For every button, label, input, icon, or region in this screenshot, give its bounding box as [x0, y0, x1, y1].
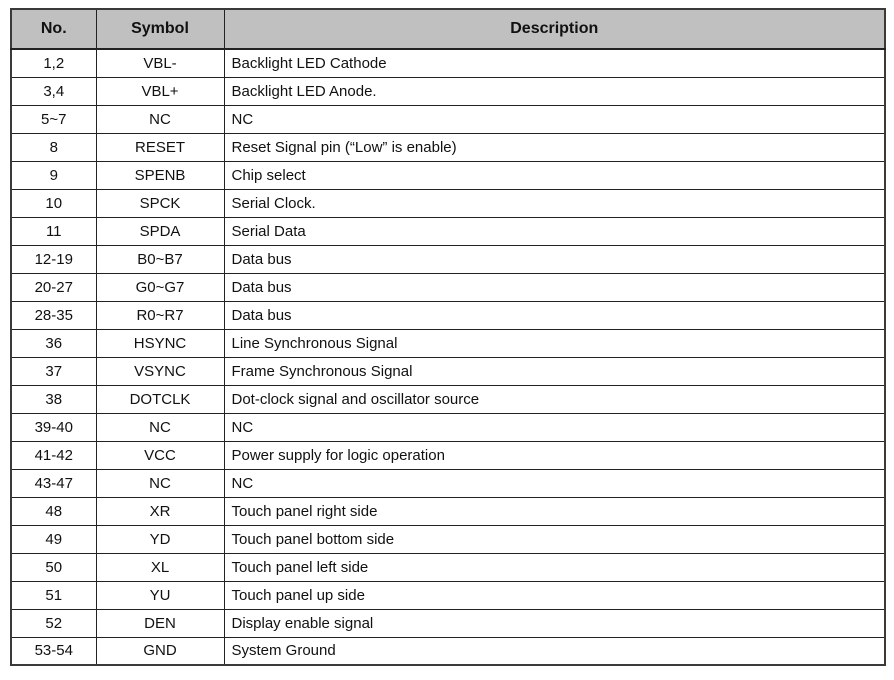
cell-desc: Display enable signal [224, 609, 885, 637]
table-row [11, 525, 885, 553]
cell-desc: Frame Synchronous Signal [224, 357, 885, 385]
cell-symbol: SPENB [96, 161, 224, 189]
cell-no: 9 [11, 161, 96, 189]
table-row [11, 637, 885, 665]
cell-symbol: SPDA [96, 217, 224, 245]
cell-no: 53-54 [11, 637, 96, 665]
cell-desc: Chip select [224, 161, 885, 189]
cell-no: 8 [11, 133, 96, 161]
cell-symbol: GND [96, 637, 224, 665]
column-header-description: Description [224, 9, 885, 49]
cell-desc: NC [224, 105, 885, 133]
cell-desc: Data bus [224, 245, 885, 273]
cell-desc: NC [224, 413, 885, 441]
cell-no: 36 [11, 329, 96, 357]
cell-symbol: NC [96, 105, 224, 133]
table-header [11, 9, 885, 49]
cell-desc: Touch panel up side [224, 581, 885, 609]
pin-description-table [10, 8, 886, 666]
table-row [11, 385, 885, 413]
cell-symbol: XR [96, 497, 224, 525]
cell-symbol: YU [96, 581, 224, 609]
table-row [11, 245, 885, 273]
cell-no: 52 [11, 609, 96, 637]
cell-symbol: G0~G7 [96, 273, 224, 301]
cell-no: 1,2 [11, 49, 96, 77]
cell-no: 28-35 [11, 301, 96, 329]
cell-desc: NC [224, 469, 885, 497]
table-row [11, 217, 885, 245]
cell-no: 50 [11, 553, 96, 581]
cell-desc: Touch panel right side [224, 497, 885, 525]
cell-no: 11 [11, 217, 96, 245]
table-row [11, 581, 885, 609]
cell-no: 41-42 [11, 441, 96, 469]
cell-no: 43-47 [11, 469, 96, 497]
table-row [11, 329, 885, 357]
cell-no: 12-19 [11, 245, 96, 273]
table-row [11, 161, 885, 189]
cell-desc: Data bus [224, 273, 885, 301]
cell-no: 37 [11, 357, 96, 385]
cell-no: 20-27 [11, 273, 96, 301]
table-row [11, 273, 885, 301]
cell-symbol: RESET [96, 133, 224, 161]
table-row [11, 77, 885, 105]
cell-desc: Touch panel left side [224, 553, 885, 581]
cell-symbol: VSYNC [96, 357, 224, 385]
table-row [11, 469, 885, 497]
cell-desc: Reset Signal pin (“Low” is enable) [224, 133, 885, 161]
table-row [11, 441, 885, 469]
cell-no: 5~7 [11, 105, 96, 133]
cell-desc: Serial Clock. [224, 189, 885, 217]
cell-symbol: VBL+ [96, 77, 224, 105]
table-row [11, 609, 885, 637]
cell-symbol: VBL- [96, 49, 224, 77]
cell-symbol: XL [96, 553, 224, 581]
cell-no: 38 [11, 385, 96, 413]
header-row [11, 9, 885, 49]
table-row [11, 301, 885, 329]
cell-no: 48 [11, 497, 96, 525]
cell-no: 39-40 [11, 413, 96, 441]
cell-desc: Serial Data [224, 217, 885, 245]
cell-desc: Backlight LED Cathode [224, 49, 885, 77]
column-header-no: No. [11, 9, 96, 49]
cell-desc: Touch panel bottom side [224, 525, 885, 553]
cell-no: 49 [11, 525, 96, 553]
table-row [11, 49, 885, 77]
cell-symbol: HSYNC [96, 329, 224, 357]
table-row [11, 189, 885, 217]
table-body [11, 49, 885, 665]
cell-no: 51 [11, 581, 96, 609]
table-row [11, 413, 885, 441]
table-row [11, 357, 885, 385]
table-row [11, 497, 885, 525]
cell-no: 10 [11, 189, 96, 217]
table-row [11, 133, 885, 161]
cell-symbol: DEN [96, 609, 224, 637]
cell-desc: Dot-clock signal and oscillator source [224, 385, 885, 413]
cell-desc: Backlight LED Anode. [224, 77, 885, 105]
cell-symbol: B0~B7 [96, 245, 224, 273]
cell-symbol: NC [96, 413, 224, 441]
table-row [11, 553, 885, 581]
cell-symbol: YD [96, 525, 224, 553]
cell-symbol: VCC [96, 441, 224, 469]
cell-symbol: R0~R7 [96, 301, 224, 329]
cell-desc: System Ground [224, 637, 885, 665]
cell-no: 3,4 [11, 77, 96, 105]
cell-symbol: DOTCLK [96, 385, 224, 413]
cell-desc: Data bus [224, 301, 885, 329]
cell-symbol: NC [96, 469, 224, 497]
cell-desc: Power supply for logic operation [224, 441, 885, 469]
cell-desc: Line Synchronous Signal [224, 329, 885, 357]
cell-symbol: SPCK [96, 189, 224, 217]
column-header-symbol: Symbol [96, 9, 224, 49]
table-row [11, 105, 885, 133]
